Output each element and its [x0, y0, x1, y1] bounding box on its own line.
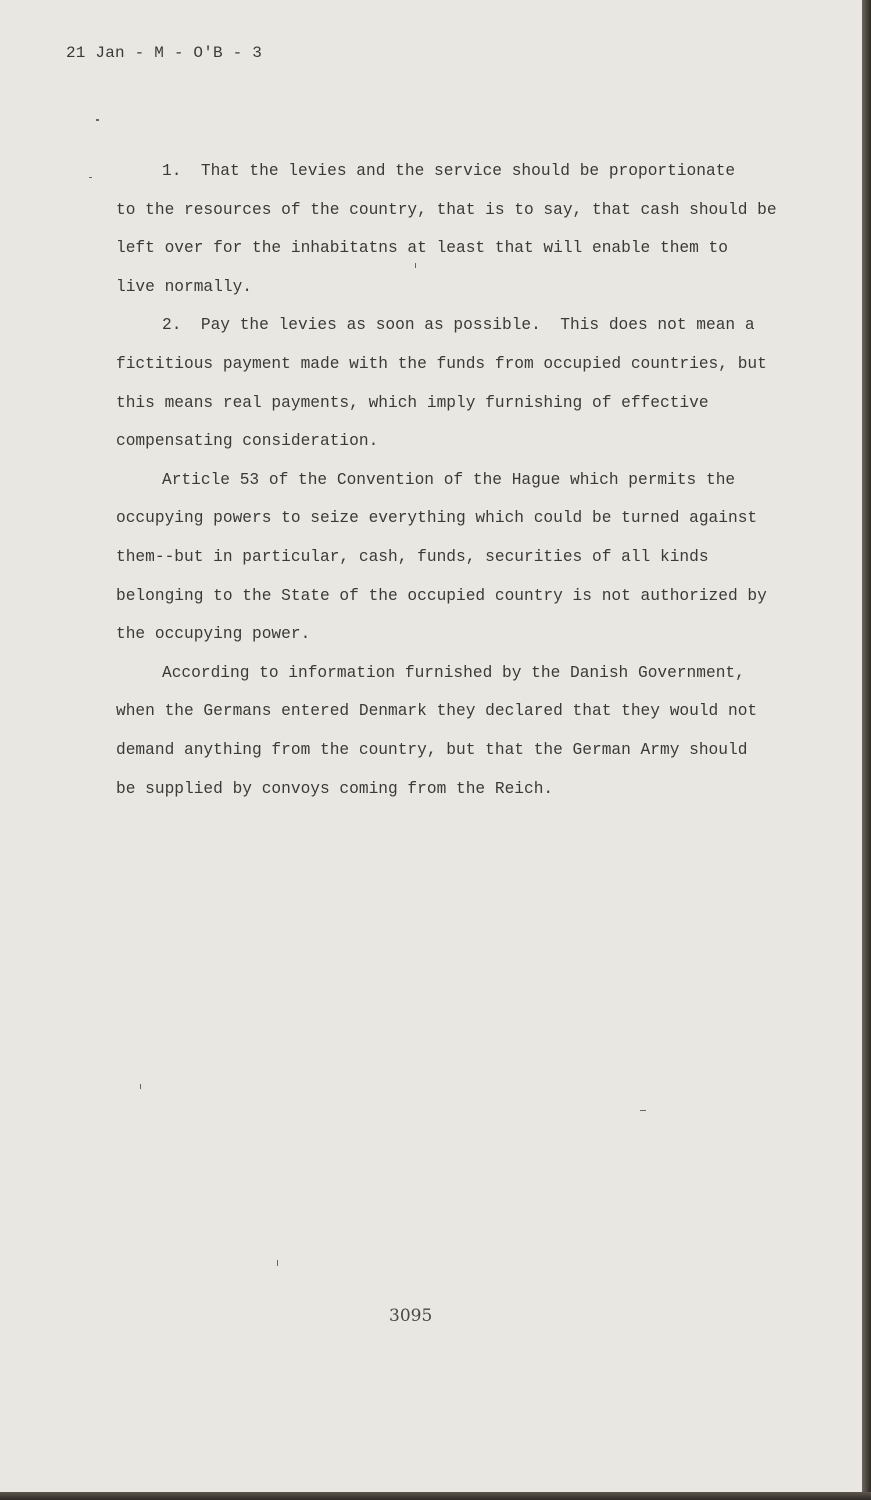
page-number: 3095 — [389, 1306, 433, 1326]
text-line: left over for the inhabitatns at least that will enable them to — [116, 239, 728, 258]
document-header: 21 Jan - M - O'B - 3 — [66, 44, 263, 62]
paragraph-1 — [116, 152, 796, 306]
paper-speck — [415, 263, 416, 268]
paper-speck — [89, 177, 92, 178]
paper-speck — [640, 1110, 646, 1111]
document-body — [116, 152, 796, 808]
text-line: be supplied by convoys coming from the Reich. — [116, 779, 554, 798]
text-line: Article 53 of the Convention of the Hague which permits the — [162, 470, 736, 489]
paper-speck — [96, 119, 99, 121]
paragraph-3 — [116, 461, 796, 654]
text-line: demand anything from the country, but that the German Army should — [116, 740, 748, 759]
text-line: fictitious payment made with the funds from occupied countries, but — [116, 354, 767, 373]
paper-speck — [140, 1084, 141, 1089]
text-line: live normally. — [116, 277, 252, 296]
text-line: According to information furnished by the Danish Government, — [162, 663, 745, 682]
text-line: this means real payments, which imply furnishing of effective — [116, 393, 709, 412]
text-line: to the resources of the country, that is to say, that cash should be — [116, 200, 777, 219]
text-line: 1. That the levies and the service should be proportionate — [162, 162, 736, 180]
paper-speck — [277, 1260, 278, 1266]
text-line: compensating consideration. — [116, 432, 379, 451]
paragraph-4 — [116, 654, 796, 808]
text-line: belonging to the State of the occupied country is not authorized by — [116, 586, 767, 605]
page-bottom-edge — [0, 1492, 871, 1500]
page-right-edge — [862, 0, 871, 1500]
text-line: them--but in particular, cash, funds, securities of all kinds — [116, 547, 709, 566]
text-line: 2. Pay the levies as soon as possible. This does not mean a — [162, 316, 755, 335]
text-line: the occupying power. — [116, 625, 311, 644]
text-line: occupying powers to seize everything which could be turned against — [116, 509, 758, 528]
paragraph-2 — [116, 306, 796, 460]
text-line: when the Germans entered Denmark they declared that they would not — [116, 702, 758, 721]
